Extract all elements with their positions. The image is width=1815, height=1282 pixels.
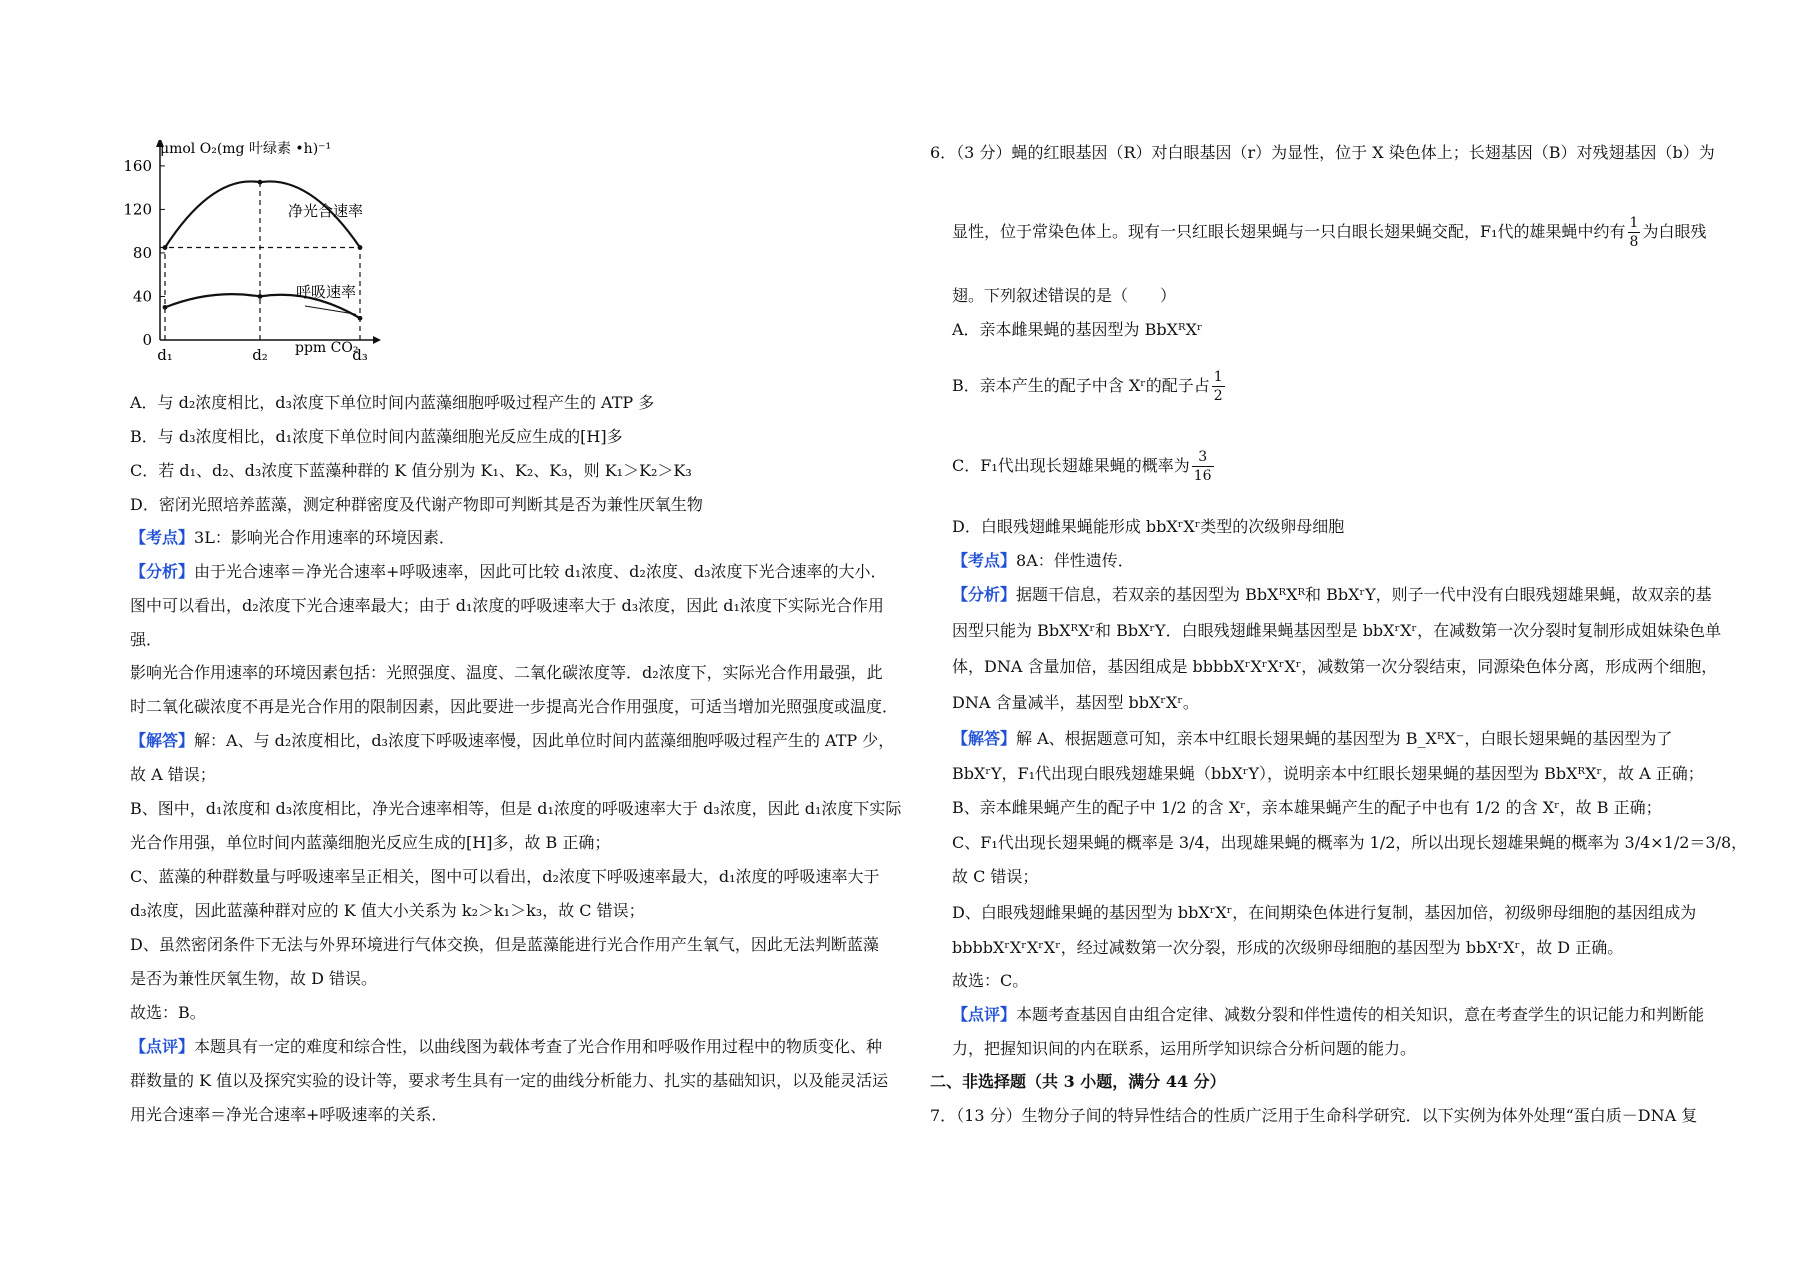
net-point xyxy=(163,245,168,250)
option-a: A．亲本雌果蝇的基因型为 BbXᴿXʳ xyxy=(952,320,1203,339)
jieda-text-5: C、蓝藻的种群数量与呼吸速率呈正相关，图中可以看出，d₂浓度下呼吸速率最大，d₁浓度的呼吸速率大于 xyxy=(130,867,880,886)
jieda-text-1: 解 A、根据题意可知，亲本中红眼长翅果蝇的基因型为 B_XᴿX⁻，白眼长翅果蝇的基因型为了 xyxy=(1016,729,1673,748)
dianping-tag: 【点评】 xyxy=(130,1037,195,1056)
section-heading: 二、非选择题（共 3 小题，满分 44 分） xyxy=(930,1072,1226,1091)
jieda-text-6: d₃浓度，因此蓝藻种群对应的 K 值大小关系为 k₂＞k₁＞k₃，故 C 错误； xyxy=(130,901,645,920)
option-b-text: B．亲本产生的配子中含 Xʳ的配子占 xyxy=(952,376,1210,395)
fenxi-tag: 【分析】 xyxy=(952,585,1017,604)
fenxi-line xyxy=(952,584,1712,606)
y-tick-label: 0 xyxy=(142,331,152,349)
chart-axes xyxy=(156,140,381,344)
option-a: A．与 d₂浓度相比，d₃浓度下单位时间内蓝藻细胞呼吸过程产生的 ATP 多 xyxy=(130,393,655,412)
jieda-text-7: D、虽然密闭条件下无法与外界环境进行气体交换，但是蓝藻能进行光合作用产生氧气，因此无法判断蓝藻 xyxy=(130,935,879,954)
jieda-tag: 【解答】 xyxy=(952,729,1017,748)
jieda-text-1: 解：A、与 d₂浓度相比，d₃浓度下呼吸速率慢，因此单位时间内蓝藻细胞呼吸过程产生的 ATP 少， xyxy=(194,731,895,750)
q6-frac-den: 8 xyxy=(1629,234,1639,250)
jieda-text-3: B、亲本雌果蝇产生的配子中 1/2 的含 Xʳ，亲本雄果蝇产生的配子中也有 1/2 的含 Xʳ，故 B 正确； xyxy=(952,798,1662,817)
q6-line-2-text: 显性，位于常染色体上。现有一只红眼长翅果蝇与一只白眼长翅果蝇交配，F₁代的雄果蝇中约有 xyxy=(952,222,1626,241)
fenxi-text-1: 由于光合速率＝净光合速率+呼吸速率，因此可比较 d₁浓度、d₂浓度、d₃浓度下光合速率的大小． xyxy=(194,562,887,581)
answer-line: 故选：C。 xyxy=(952,971,1029,990)
answer-line: 故选：B。 xyxy=(130,1003,206,1022)
jieda-tag: 【解答】 xyxy=(130,731,195,750)
resp-series-label: 呼吸速率 xyxy=(296,283,357,301)
q6-fraction xyxy=(1628,214,1641,251)
x-tick-label: d₃ xyxy=(352,346,368,364)
y-tick-label: 120 xyxy=(123,200,152,219)
q6-line-2 xyxy=(952,214,1706,251)
jieda-text-7: bbbbXʳXʳXʳXʳ，经过减数第一次分裂，形成的次级卵母细胞的基因型为 bbXʳXʳ，故 D 正确。 xyxy=(952,938,1624,957)
dianping-tag: 【点评】 xyxy=(952,1005,1017,1024)
jieda-line xyxy=(130,730,894,752)
kaodian-line xyxy=(130,527,455,549)
q6-frac-num: 1 xyxy=(1629,215,1639,231)
dianping-text-2: 群数量的 K 值以及探究实验的设计等，要求考生具有一定的曲线分析能力、扎实的基础知识，以及能灵活运 xyxy=(130,1071,889,1090)
q6-line-1: 6．（3 分）蝇的红眼基因（R）对白眼基因（r）为显性，位于 X 染色体上；长翅基因（B）对残翅基因（b）为 xyxy=(930,143,1715,162)
resp-point xyxy=(258,294,263,299)
dianping-line xyxy=(952,1004,1704,1026)
y-tick-label: 40 xyxy=(132,287,152,306)
net-point xyxy=(258,180,263,185)
y-axis-label: μmol O₂(mg 叶绿素 •h)⁻¹ xyxy=(160,141,332,157)
resp-point xyxy=(358,316,363,321)
fenxi-text-4: DNA 含量减半，基因型 bbXʳXʳ。 xyxy=(952,693,1199,712)
option-c-num: 3 xyxy=(1192,448,1214,467)
jieda-text-3: B、图中，d₁浓度和 d₃浓度相比，净光合速率相等，但是 d₁浓度的呼吸速率大于 d₃浓度，因此 d₁浓度下实际 xyxy=(130,799,902,818)
fenxi-text-5: 时二氧化碳浓度不再是光合作用的限制因素，因此要进一步提高光合作用强度，可适当增加光照强度或温度． xyxy=(130,697,899,716)
q7-line: 7．（13 分）生物分子间的特异性结合的性质广泛用于生命科学研究．以下实例为体外处理“蛋白质－DNA 复 xyxy=(930,1106,1698,1125)
net-series-label: 净光合速率 xyxy=(288,202,364,220)
x-axis-arrow xyxy=(373,336,381,344)
jieda-text-4: C、F₁代出现长翅果蝇的概率是 3/4，出现雄果蝇的概率为 1/2，所以出现长翅雄果蝇的概率为 3/4×1/2＝3/8， xyxy=(952,833,1748,852)
option-c-den: 16 xyxy=(1193,468,1212,484)
option-c xyxy=(952,448,1216,485)
option-d: D．白眼残翅雌果蝇能形成 bbXʳXʳ类型的次级卵母细胞 xyxy=(952,517,1345,536)
kaodian-text: 8A：伴性遗传． xyxy=(1016,551,1134,570)
option-b-num: 1 xyxy=(1213,369,1223,385)
dianping-line xyxy=(130,1036,882,1058)
option-b: B．与 d₃浓度相比，d₁浓度下单位时间内蓝藻细胞光反应生成的[H]多 xyxy=(130,427,623,446)
jieda-text-4: 光合作用强，单位时间内蓝藻细胞光反应生成的[H]多，故 B 正确； xyxy=(130,833,611,852)
jieda-text-6: D、白眼残翅雌果蝇的基因型为 bbXʳXʳ，在间期染色体进行复制，基因加倍，初级卵母细胞的基因组成为 xyxy=(952,903,1697,922)
x-tick-label: d₂ xyxy=(252,346,268,364)
jieda-text-8: 是否为兼性厌氧生物，故 D 错误。 xyxy=(130,969,378,988)
fenxi-text-4: 影响光合作用速率的环境因素包括：光照强度、温度、二氧化碳浓度等．d₂浓度下，实际光合作用最强，此 xyxy=(130,663,883,682)
q6-line-2-tail: 为白眼残 xyxy=(1642,222,1707,241)
option-b-fraction xyxy=(1212,368,1225,405)
jieda-line xyxy=(952,728,1672,750)
x-axis-unit: ppm CO₂ xyxy=(295,340,359,356)
option-c: C．若 d₁、d₂、d₃浓度下蓝藻种群的 K 值分别为 K₁、K₂、K₃，则 K₁＞K₂＞K₃ xyxy=(130,461,692,480)
kaodian-text: 3L：影响光合作用速率的环境因素． xyxy=(194,528,455,547)
option-b-den: 2 xyxy=(1213,388,1223,404)
fenxi-text-1: 据题干信息，若双亲的基因型为 BbXᴿXᴿ和 BbXʳY，则子一代中没有白眼残翅雄果蝇，故双亲的基 xyxy=(1016,585,1712,604)
option-c-fraction xyxy=(1192,448,1214,485)
fenxi-text-2: 图中可以看出，d₂浓度下光合速率最大；由于 d₁浓度的呼吸速率大于 d₃浓度，因此 d₁浓度下实际光合作用 xyxy=(130,596,884,615)
dianping-text-2: 力，把握知识间的内在联系，运用所学知识综合分析问题的能力。 xyxy=(952,1039,1417,1058)
fenxi-text-2: 因型只能为 BbXᴿXʳ和 BbXʳY．白眼残翅雌果蝇基因型是 bbXʳXʳ，在减数第一次分裂时复制形成姐妹染色单 xyxy=(952,621,1722,640)
dianping-text-3: 用光合速率＝净光合速率+呼吸速率的关系． xyxy=(130,1105,448,1124)
option-b xyxy=(952,368,1227,405)
y-tick-label: 80 xyxy=(132,243,152,262)
resp-label-leader xyxy=(305,306,356,314)
rate-chart xyxy=(120,140,420,370)
jieda-text-2: 故 A 错误； xyxy=(130,765,216,784)
kaodian-line xyxy=(952,550,1134,572)
fenxi-text-3: 强． xyxy=(130,630,163,649)
x-tick-label: d₁ xyxy=(157,346,173,364)
dianping-text-1: 本题具有一定的难度和综合性，以曲线图为载体考查了光合作用和呼吸作用过程中的物质变化、种 xyxy=(194,1037,883,1056)
kaodian-tag: 【考点】 xyxy=(952,551,1017,570)
fenxi-line xyxy=(130,561,886,583)
fenxi-text-3: 体，DNA 含量加倍，基因组成是 bbbbXʳXʳXʳXʳ，减数第一次分裂结束，同源染色体分离，形成两个细胞， xyxy=(952,657,1718,676)
q6-line-3: 翅。下列叙述错误的是（ ） xyxy=(952,286,1177,305)
resp-point xyxy=(163,305,168,310)
option-d: D．密闭光照培养蓝藻，测定种群密度及代谢产物即可判断其是否为兼性厌氧生物 xyxy=(130,495,703,514)
option-c-text: C．F₁代出现长翅雄果蝇的概率为 xyxy=(952,456,1190,475)
jieda-text-5: 故 C 错误； xyxy=(952,867,1039,886)
net-point xyxy=(358,245,363,250)
fenxi-tag: 【分析】 xyxy=(130,562,195,581)
dianping-text-1: 本题考查基因自由组合定律、减数分裂和伴性遗传的相关知识，意在考查学生的识记能力和判断能 xyxy=(1016,1005,1705,1024)
kaodian-tag: 【考点】 xyxy=(130,528,195,547)
jieda-text-2: BbXʳY，F₁代出现白眼残翅雄果蝇（bbXʳY），说明亲本中红眼长翅果蝇的基因型为 BbXᴿXʳ，故 A 正确； xyxy=(952,764,1704,783)
y-tick-label: 160 xyxy=(123,156,152,175)
y-tick-labels xyxy=(123,157,165,349)
